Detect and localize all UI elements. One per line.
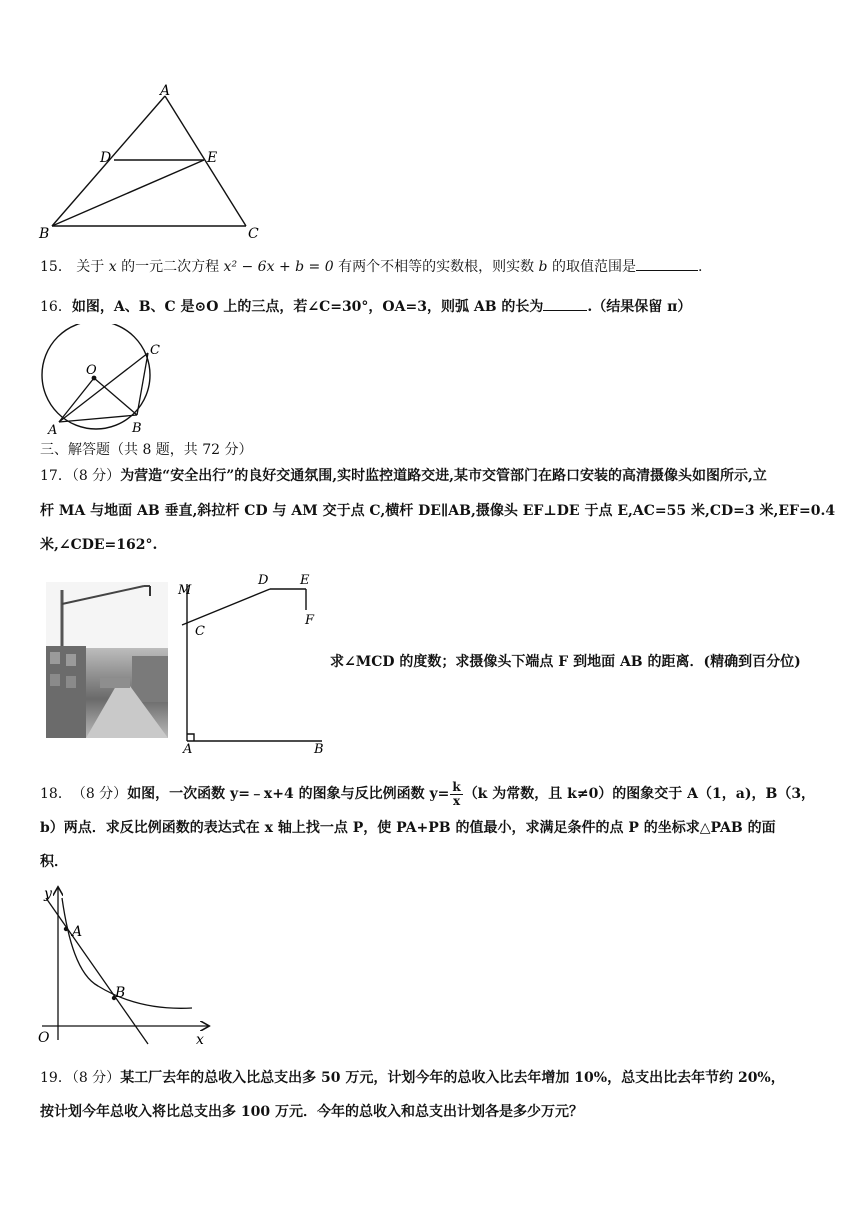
q16-end: .（结果保留 π） (587, 299, 692, 315)
right-angle-mark (187, 734, 194, 741)
q15-answer-blank[interactable] (636, 256, 698, 271)
label-f: F (305, 613, 315, 628)
label-a: A (183, 742, 193, 757)
q15-pre: 关于 (76, 259, 105, 275)
question-17-line-2: 杆 MA 与地面 AB 垂直,斜拉杆 CD 与 AM 交于点 C,横杆 DE∥AB,摄像头 EF⊥DE 于点 E,AC=55 米,CD=3 米,EF=0.4 (40, 503, 836, 519)
q16-answer-blank[interactable] (543, 296, 587, 311)
q18-line-1-post: （k 为常数，且 k≠0）的图象交于 A（1，a)，B（3， (463, 786, 816, 802)
label-a: A (160, 83, 171, 99)
segment-be (52, 160, 204, 226)
q19-line-1-text: 某工厂去年的总收入比总支出多 50 万元，计划今年的总收入比去年增加 10%，总支出比去年节约 20%， (120, 1070, 785, 1086)
question-17-line-3: 米,∠CDE=162°. (40, 537, 158, 553)
question-19-line-1 (40, 1068, 785, 1088)
q15-var-x: x (108, 259, 117, 275)
q15-tail: 的取值范围是 (551, 259, 636, 275)
camera-photo (46, 582, 168, 738)
inverse-function-curve (62, 898, 192, 1008)
label-o: O (86, 363, 97, 378)
question-18-line-1 (40, 777, 815, 811)
question-18-line-3: 积． (40, 854, 68, 870)
function-graph (32, 880, 218, 1050)
label-b: B (314, 742, 324, 757)
section-3-title: 三、解答题（共 8 题，共 72 分） (40, 442, 253, 458)
label-d: D (258, 573, 269, 588)
label-y: y (44, 886, 52, 902)
segment-ac (165, 96, 246, 226)
q15-mid: 的一元二次方程 (121, 259, 220, 275)
label-e: E (300, 573, 310, 588)
fraction-k-over-x (450, 781, 462, 808)
q17-number: 17． (40, 468, 72, 484)
q18-number: 18． (40, 786, 72, 802)
question-17-ask: 求∠MCD 的度数；求摄像头下端点 F 到地面 AB 的距离．(精确到百分位) (330, 654, 801, 670)
q17-line-1-text: 为营造“安全出行”的良好交通氛围,实时监控道路交进,某市交管部门在路口安装的高清摄像头如图所示,立 (120, 468, 767, 484)
segment-ob (94, 378, 137, 415)
q15-var-b: b (538, 259, 548, 275)
question-16 (40, 296, 691, 317)
point-a (64, 927, 68, 931)
circle-figure (34, 324, 170, 436)
segment-ac (59, 353, 148, 422)
label-a: A (48, 423, 58, 436)
q15-after: 有两个不相等的实数根，则实数 (338, 259, 535, 275)
question-17-line-1 (40, 466, 767, 486)
label-b: B (115, 985, 126, 1001)
frac-denominator: x (452, 793, 461, 808)
q18-line-1-pre: 如图，一次函数 y=﹣x+4 的图象与反比例函数 y= (127, 786, 450, 802)
label-c: C (195, 624, 205, 639)
label-c: C (150, 343, 160, 358)
triangle-figure (30, 82, 270, 242)
label-d: D (100, 150, 112, 166)
q15-end: . (697, 259, 703, 275)
question-18-line-2: b）两点．求反比例函数的表达式在 x 轴上找一点 P，使 PA+PB 的值最小，求满足条件的点 P 的坐标求△PAB 的面 (40, 820, 776, 836)
q15-equation: x² − 6x + b = 0 (223, 259, 334, 275)
label-b: B (132, 421, 142, 436)
label-e: E (207, 150, 218, 166)
camera-diagram (170, 570, 336, 758)
label-m: M (178, 583, 192, 598)
segment-bc (137, 353, 148, 415)
q15-number: 15． (40, 259, 72, 275)
frac-numerator: k (452, 779, 461, 794)
label-o: O (38, 1030, 50, 1046)
q19-score: （8 分） (71, 1070, 121, 1086)
label-c: C (248, 226, 259, 242)
linear-function-line (46, 898, 148, 1044)
q16-text: 如图，A、B、C 是⊙O 上的三点，若∠C=30°，OA=3，则弧 AB 的长为 (71, 299, 544, 315)
question-15 (40, 256, 702, 277)
label-a: A (72, 924, 83, 940)
q16-number: 16． (40, 299, 72, 315)
segment-oa (59, 378, 94, 422)
q17-score: （8 分） (71, 468, 121, 484)
label-b: B (39, 226, 50, 242)
label-x: x (196, 1032, 204, 1048)
rod-cd (182, 589, 270, 625)
q18-score: （8 分） (71, 786, 128, 802)
q19-number: 19． (40, 1070, 72, 1086)
question-19-line-2: 按计划今年总收入将比总支出多 100 万元．今年的总收入和总支出计划各是多少万元？ (40, 1104, 583, 1120)
